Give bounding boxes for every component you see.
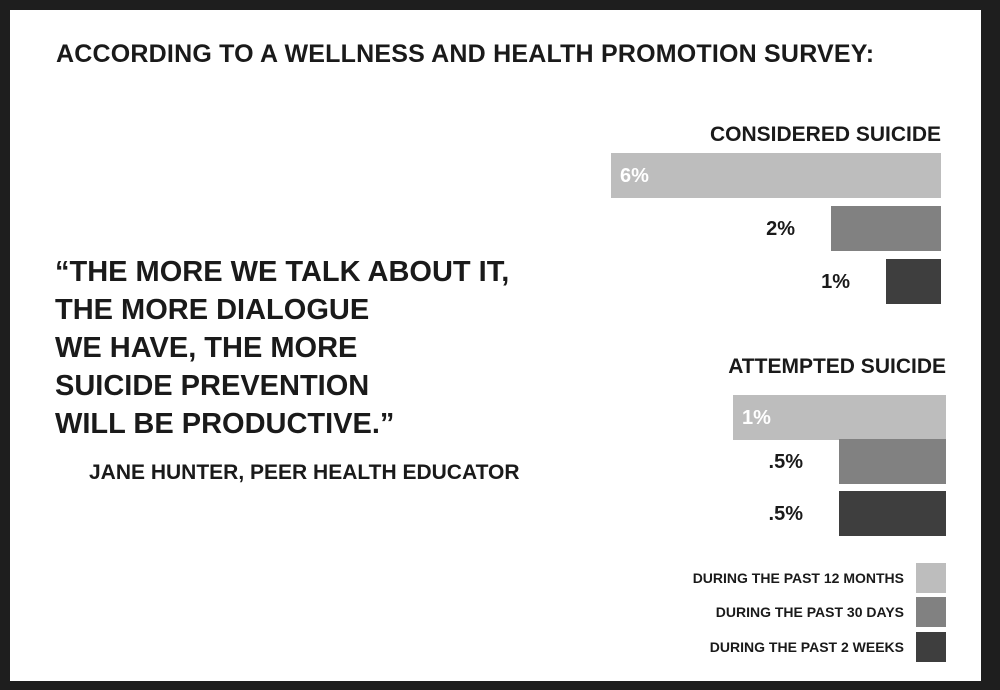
legend-label: DURING THE PAST 12 MONTHS — [692, 570, 904, 586]
legend-swatch — [916, 563, 946, 593]
bar-value-label: 2% — [766, 217, 795, 240]
headline: ACCORDING TO A WELLNESS AND HEALTH PROMOTION SURVEY: — [56, 40, 875, 68]
legend-item-30-days — [716, 597, 946, 627]
legend-swatch — [916, 597, 946, 627]
chart-title-considered: CONSIDERED SUICIDE — [709, 123, 941, 146]
bar-value-label: .5% — [768, 450, 803, 473]
bar-value-label: 1% — [742, 406, 771, 429]
pull-quote — [55, 253, 509, 443]
bar-30-days — [831, 206, 941, 251]
quote-line: THE MORE DIALOGUE — [55, 294, 370, 326]
quote-line: “THE MORE WE TALK ABOUT IT, — [55, 256, 510, 288]
legend-item-12-months — [693, 563, 946, 593]
legend-swatch — [916, 632, 946, 662]
bar-value-label: .5% — [768, 502, 803, 525]
quote-line: SUICIDE PREVENTION — [55, 370, 370, 402]
legend-label: DURING THE PAST 2 WEEKS — [709, 639, 904, 655]
bar-value-label: 1% — [821, 270, 850, 293]
infographic-card — [10, 10, 981, 681]
bar-30-days — [839, 439, 946, 484]
bar-2-weeks — [886, 259, 941, 304]
quote-line: WILL BE PRODUCTIVE.” — [55, 408, 395, 440]
quote-attribution: JANE HUNTER, PEER HEALTH EDUCATOR — [89, 461, 520, 484]
bar-12-months — [611, 153, 941, 198]
bar-2-weeks — [839, 491, 946, 536]
bar-value-label: 6% — [620, 164, 649, 187]
legend-label: DURING THE PAST 30 DAYS — [715, 604, 904, 620]
chart-title-attempted: ATTEMPTED SUICIDE — [728, 355, 946, 378]
quote-line: WE HAVE, THE MORE — [55, 332, 358, 364]
legend-item-2-weeks — [710, 632, 946, 662]
